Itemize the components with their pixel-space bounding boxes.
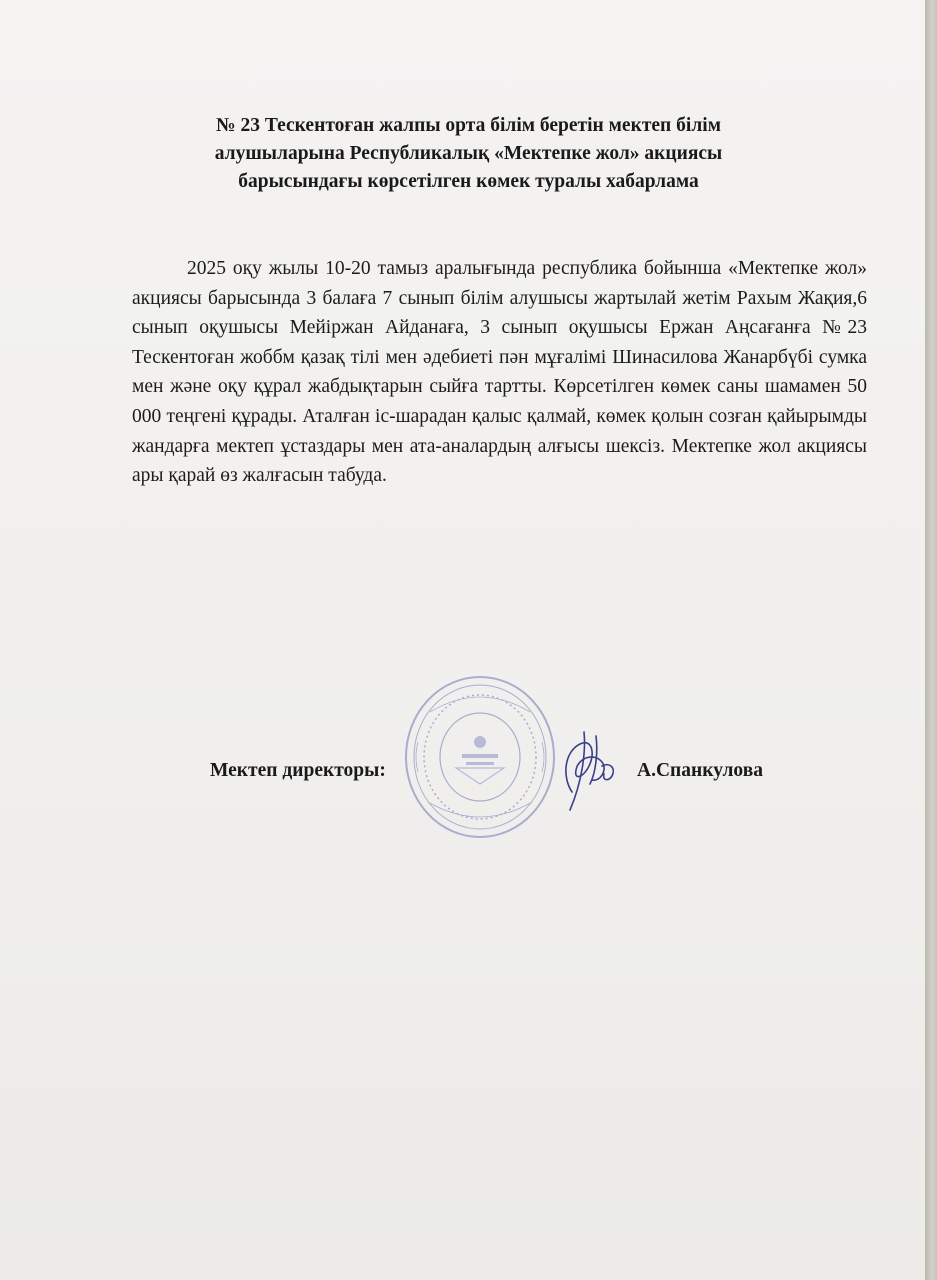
signature-row	[0, 760, 925, 800]
document-title: № 23 Тескентоған жалпы орта білім беретін мектеп білім алушыларына Республикалық «Мектепке жол» акциясы барысындағы көрсетілген көмек туралы хабарлама	[214, 115, 723, 192]
document-body: 2025 оқу жылы 10-20 тамыз аралығында республика бойынша «Мектепке жол» акциясы барысында 3 балаға 7 сынып білім алушысы жартылай жетім Рахым Жақия,6 сынып оқушысы Мейіржан Айданаға, 3 сынып оқушысы Ержан Аңсағанға №23 Тескентоған жоббм қазақ тілі мен әдебиеті пән мұғалімі Шинасилова Жанарбүбі сумка мен және оқу құрал жабдықтарын сыйға тартты. Көрсетілген көмек саны шамамен 50 000 теңгені құрады. Аталған іс-шарадан қалыс қалмай, көмек қолын созған қайырымды жандарға мектеп ұстаздары мен ата-аналардың алғысы шексіз. Мектепке жол акциясы ары қарай өз жалғасын табуда.	[132, 258, 867, 487]
signature-label: Мектеп директоры:	[210, 760, 386, 781]
page-edge	[925, 0, 937, 1280]
signatory-name: А.Спанкулова	[637, 760, 763, 781]
official-stamp-icon	[400, 672, 560, 842]
